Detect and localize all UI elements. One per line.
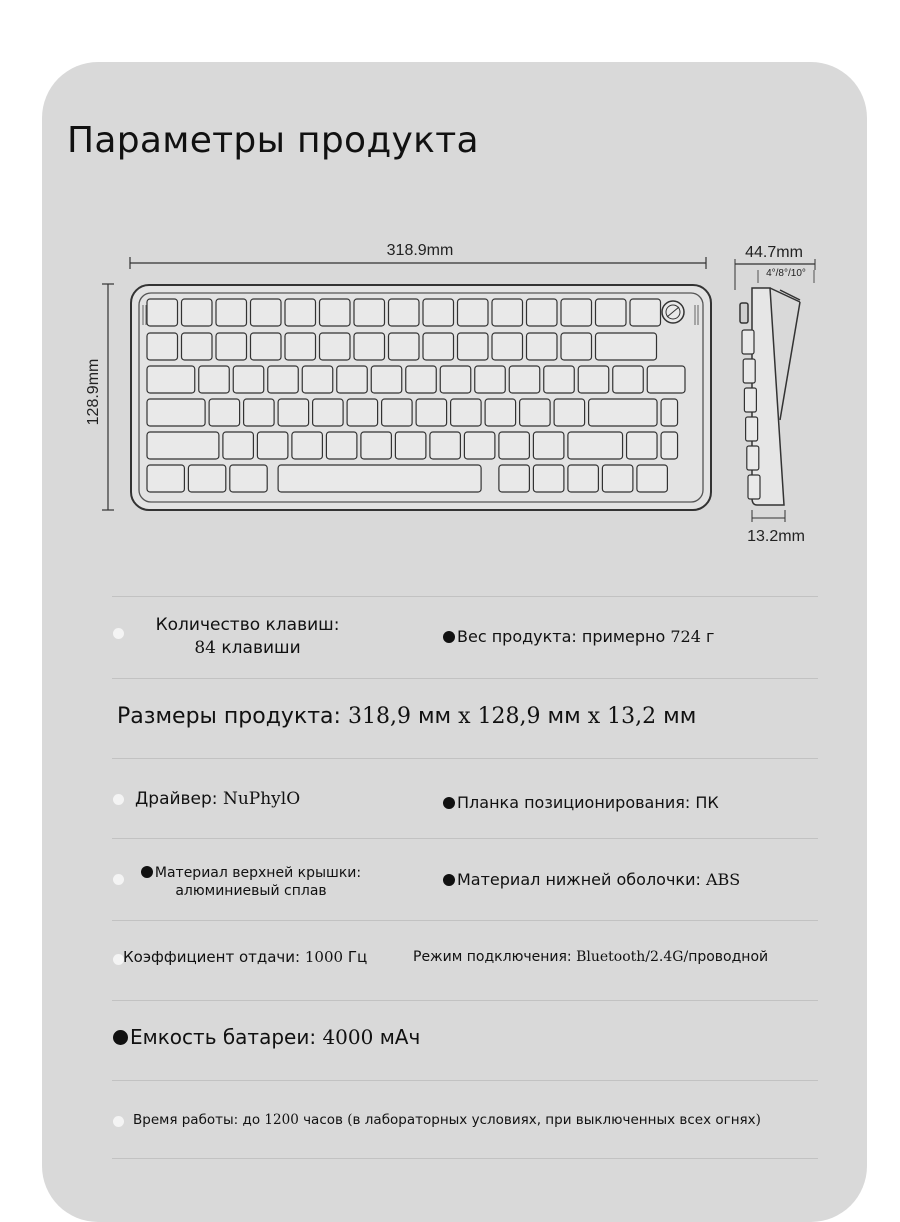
- keycap: [630, 299, 661, 326]
- bullet-icon: [113, 628, 124, 639]
- keycap: [251, 333, 282, 360]
- spec-driver-label: Драйвер:: [135, 789, 218, 809]
- keycap: [320, 299, 351, 326]
- keycap: [527, 333, 558, 360]
- keycap: [509, 366, 540, 393]
- keycap: [596, 333, 657, 360]
- keycap: [589, 399, 657, 426]
- keycap: [554, 399, 585, 426]
- bullet-icon: [443, 631, 455, 643]
- keycap: [661, 432, 678, 459]
- page-title: Параметры продукта: [67, 120, 479, 161]
- keycap: [147, 465, 184, 492]
- keycap: [423, 299, 454, 326]
- keycap: [485, 399, 515, 426]
- spec-runtime-paren: (: [347, 1112, 353, 1128]
- spec-top-material-value: алюминиевый сплав: [175, 883, 327, 899]
- spec-runtime-paren: ): [755, 1112, 761, 1128]
- spec-dimensions-times: x: [587, 704, 601, 729]
- side-keycap: [748, 475, 760, 499]
- keycap: [233, 366, 264, 393]
- spec-weight-unit: г: [705, 627, 715, 646]
- keycap: [320, 333, 351, 360]
- spec-plate: [443, 793, 719, 812]
- keycap: [147, 366, 195, 393]
- spec-driver-value: NuPhylO: [222, 789, 301, 809]
- keycap: [389, 299, 420, 326]
- keycap: [199, 366, 230, 393]
- keycap: [244, 399, 275, 426]
- spec-connection-label: Режим подключения:: [413, 949, 572, 965]
- bullet-icon: [113, 1116, 124, 1127]
- keycap: [302, 366, 333, 393]
- keycap: [499, 465, 530, 492]
- spec-weight: [443, 627, 714, 646]
- divider: [112, 1158, 818, 1159]
- keycap: [613, 366, 644, 393]
- spec-bottom-material-value: ABS: [705, 870, 741, 889]
- keycap: [451, 399, 482, 426]
- divider: [112, 1080, 818, 1081]
- keycap: [627, 432, 658, 459]
- keycap: [395, 432, 426, 459]
- keycap: [354, 299, 385, 326]
- spec-runtime-number: 1200: [264, 1112, 299, 1128]
- spec-top-material-label: Материал верхней крышки:: [154, 865, 362, 881]
- keycap: [416, 399, 447, 426]
- side-keycap: [746, 417, 758, 441]
- depth-dimension-label: 44.7mm: [745, 244, 803, 261]
- divider: [112, 758, 818, 759]
- spec-connection: [413, 949, 768, 965]
- width-dimension-label: 318.9mm: [386, 242, 454, 259]
- keycap: [251, 299, 282, 326]
- spec-weight-number: 724: [670, 627, 701, 646]
- bullet-icon: [141, 866, 153, 878]
- keycap: [440, 366, 471, 393]
- spec-runtime-unit: часов: [303, 1112, 343, 1128]
- keycap: [596, 299, 627, 326]
- keycap: [464, 432, 495, 459]
- keycap: [458, 333, 489, 360]
- keycap: [499, 432, 530, 459]
- keycap: [147, 333, 178, 360]
- spec-battery: [113, 1025, 420, 1049]
- keycap: [561, 333, 592, 360]
- divider: [112, 678, 818, 679]
- bullet-icon: [443, 797, 455, 809]
- keycap: [382, 399, 413, 426]
- keycap: [188, 465, 225, 492]
- keycap: [492, 333, 523, 360]
- spec-polling-rate-number: 1000: [304, 948, 344, 966]
- keycap: [533, 465, 564, 492]
- keycap: [257, 432, 288, 459]
- spec-polling-rate: [123, 948, 367, 966]
- spec-runtime-note: в лабораторных условиях, при выключенных всех огнях: [352, 1112, 756, 1128]
- keycap: [602, 465, 633, 492]
- keycap: [278, 399, 309, 426]
- keycap: [147, 399, 205, 426]
- side-keycap: [744, 388, 756, 412]
- spec-battery-label: Емкость батареи:: [130, 1025, 317, 1049]
- keycap: [326, 432, 357, 459]
- bullet-icon: [113, 1030, 128, 1045]
- spec-dimensions-unit: мм: [547, 704, 581, 729]
- divider: [112, 838, 818, 839]
- spec-key-count: [140, 614, 355, 660]
- spec-top-material: [120, 864, 382, 900]
- keycap: [389, 333, 420, 360]
- keycap: [230, 465, 267, 492]
- divider: [112, 920, 818, 921]
- spec-runtime-label: Время работы: до: [133, 1112, 261, 1128]
- bullet-icon: [113, 794, 124, 805]
- side-keycap: [743, 359, 755, 383]
- spec-dimensions-label: Размеры продукта:: [117, 704, 341, 729]
- keycap: [182, 333, 213, 360]
- spec-dimensions-unit: мм: [417, 704, 452, 729]
- keycap: [216, 333, 247, 360]
- keycap: [647, 366, 685, 393]
- keycap: [354, 333, 385, 360]
- spec-bottom-material-label: Материал нижней оболочки:: [457, 870, 701, 889]
- keycap: [544, 366, 575, 393]
- spec-dimensions-length: 318,9: [347, 704, 411, 729]
- keycap: [406, 366, 437, 393]
- side-keycap: [742, 330, 754, 354]
- spec-dimensions: [117, 704, 696, 729]
- spec-weight-label: Вес продукта: примерно: [457, 627, 666, 646]
- keycap: [578, 366, 609, 393]
- keycap: [292, 432, 323, 459]
- keycap: [216, 299, 247, 326]
- keycap: [520, 399, 551, 426]
- keycap: [568, 465, 599, 492]
- spec-polling-rate-label: Коэффициент отдачи:: [123, 948, 301, 966]
- keycap: [337, 366, 368, 393]
- divider: [112, 1000, 818, 1001]
- thickness-dimension-label: 13.2mm: [747, 528, 805, 545]
- height-dimension-label: 128.9mm: [85, 358, 102, 426]
- keycap: [423, 333, 454, 360]
- keycap: [147, 299, 178, 326]
- keycap: [475, 366, 506, 393]
- keycap: [182, 299, 213, 326]
- spec-connection-wired: проводной: [688, 949, 769, 965]
- keycap: [492, 299, 523, 326]
- keycap: [661, 399, 678, 426]
- keycap: [458, 299, 489, 326]
- spec-dimensions-times: x: [458, 704, 471, 729]
- keycap: [285, 333, 316, 360]
- keycap: [268, 366, 299, 393]
- divider: [112, 596, 818, 597]
- side-keycap: [747, 446, 759, 470]
- spec-dimensions-unit: мм: [663, 704, 697, 729]
- spec-dimensions-width: 128,9: [477, 704, 541, 729]
- keycap: [223, 432, 254, 459]
- keycap: [313, 399, 344, 426]
- keycap: [561, 299, 592, 326]
- keycap: [637, 465, 668, 492]
- keycap: [533, 432, 564, 459]
- spec-plate-text: Планка позиционирования: ПК: [457, 793, 719, 812]
- spec-driver: [135, 789, 300, 809]
- keycap: [278, 465, 481, 492]
- spec-battery-unit: мАч: [379, 1025, 421, 1049]
- spec-battery-number: 4000: [322, 1025, 374, 1049]
- keycap: [527, 299, 558, 326]
- keycap: [347, 399, 378, 426]
- keycap: [285, 299, 316, 326]
- angle-label: 4°/8°/10°: [766, 268, 806, 279]
- spec-key-count-number: 84: [194, 638, 216, 658]
- spec-dimensions-height: 13,2: [607, 704, 657, 729]
- spec-key-count-label: Количество клавиш:: [155, 615, 340, 635]
- spec-polling-rate-unit: Гц: [347, 948, 368, 966]
- spec-bottom-material: [443, 870, 740, 889]
- bullet-icon: [443, 874, 455, 886]
- spec-connection-value: Bluetooth/2.4G/: [576, 949, 689, 965]
- keycap: [568, 432, 623, 459]
- keycap: [430, 432, 461, 459]
- keycap: [209, 399, 240, 426]
- keycap: [147, 432, 219, 459]
- keycap: [371, 366, 402, 393]
- spec-key-count-unit: клавиши: [221, 638, 301, 658]
- spec-runtime: [133, 1112, 761, 1128]
- keycap: [361, 432, 392, 459]
